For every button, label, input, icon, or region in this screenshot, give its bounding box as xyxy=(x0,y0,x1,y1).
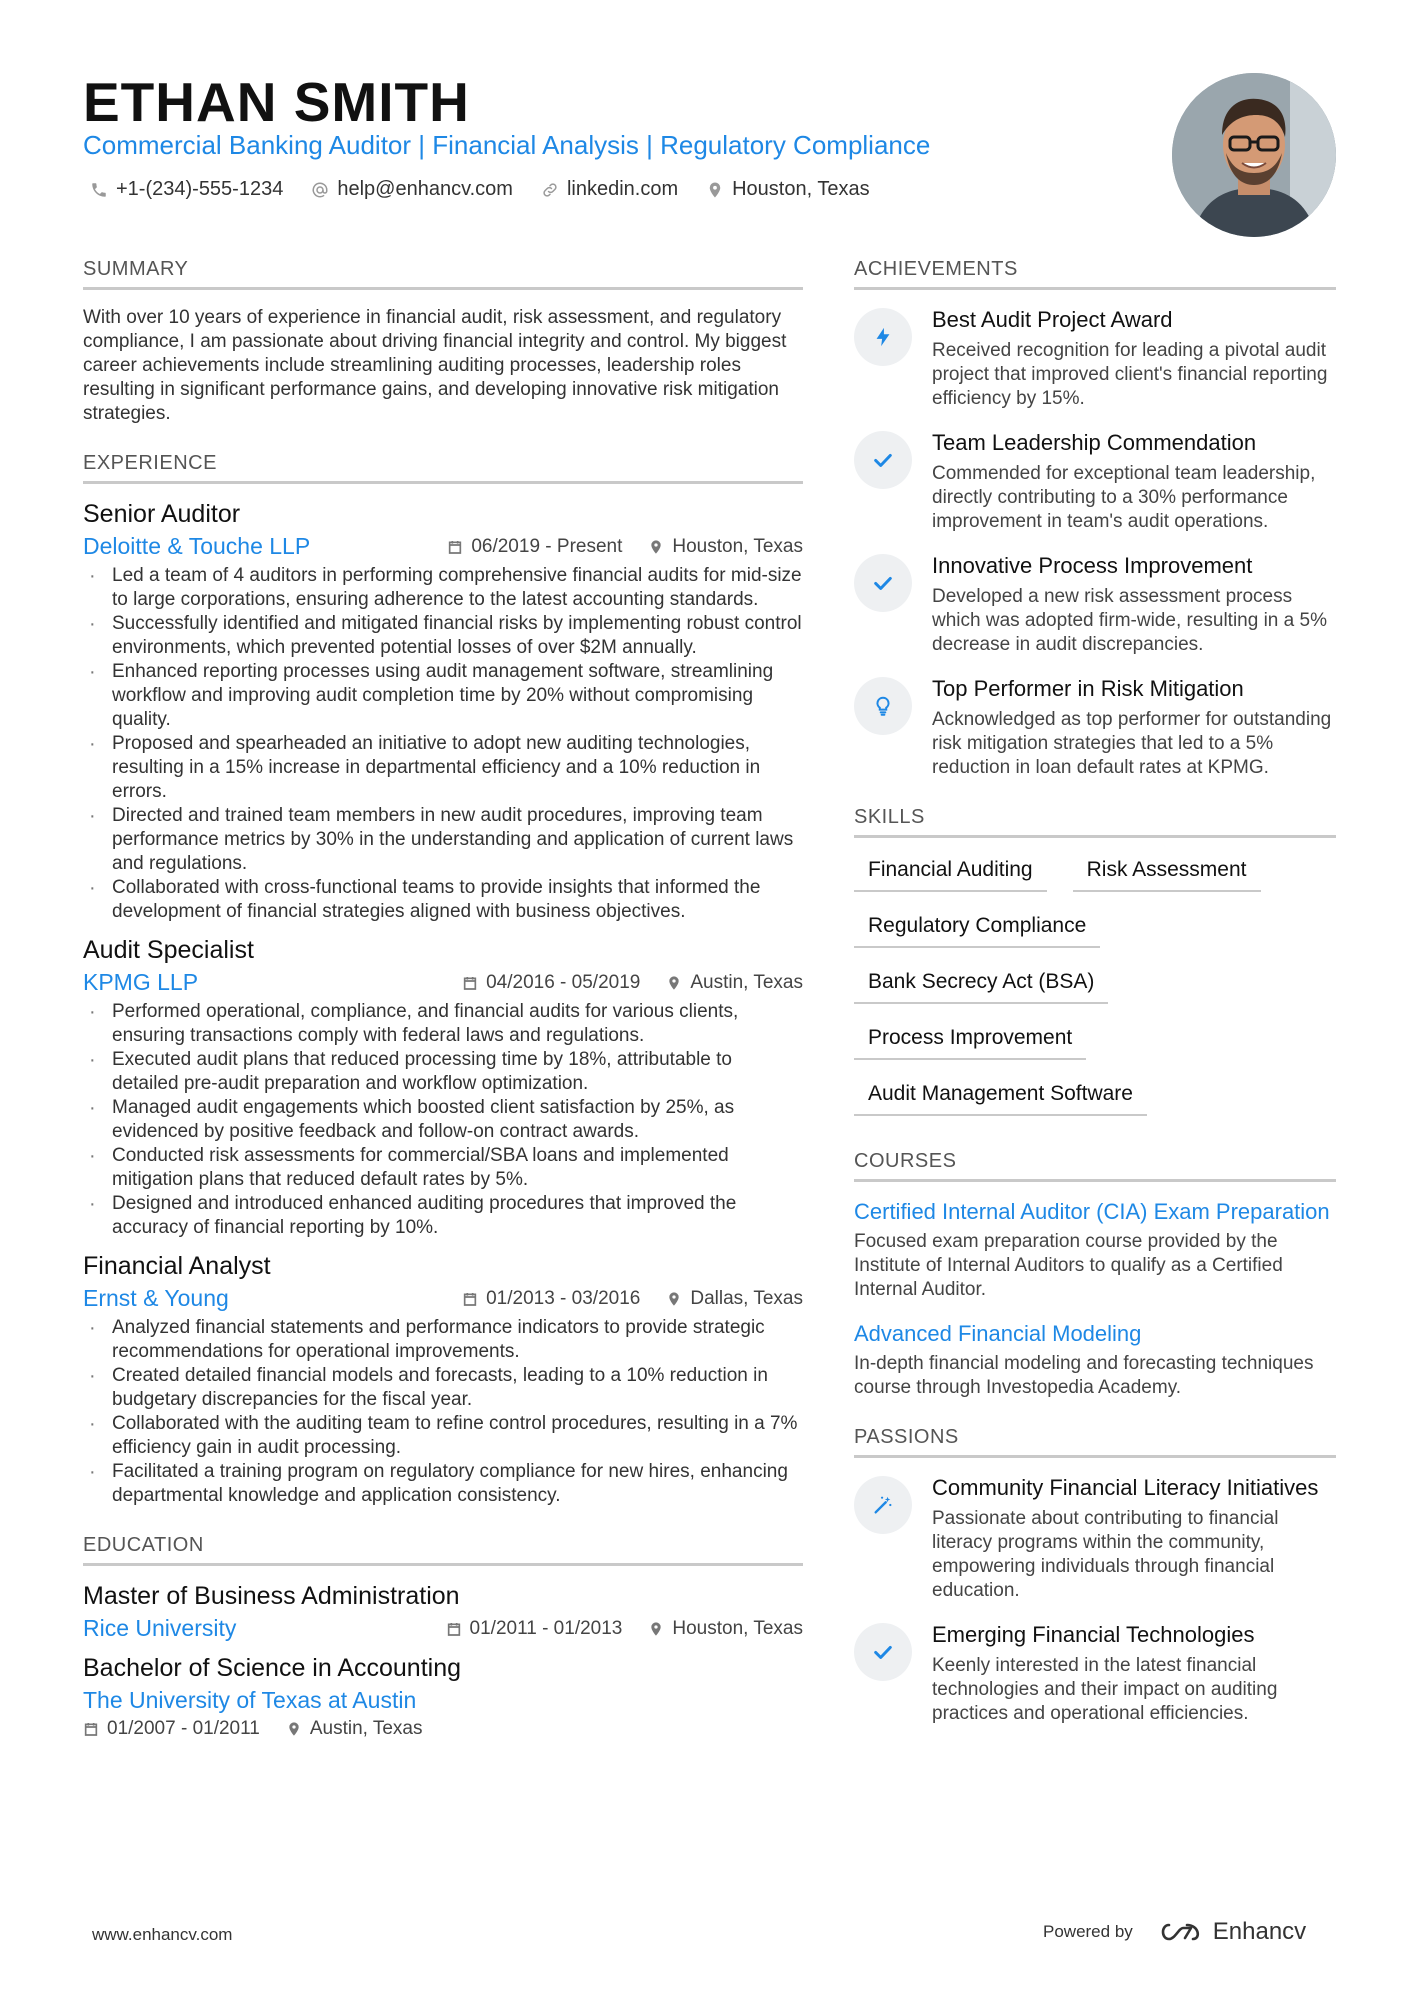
job-location-text: Dallas, Texas xyxy=(690,1287,803,1309)
job-bullet: · Analyzed financial statements and performance indicators to provide strategic recommendations for operational improvements. xyxy=(83,1316,803,1364)
school-name: Rice University xyxy=(83,1615,237,1641)
job-bullet: · Collaborated with the auditing team to refine control procedures, resulting in a 7% efficiency gain in audit processing. xyxy=(83,1412,803,1460)
job-bullet: · Created detailed financial models and forecasts, leading to a 10% reduction in budgetary discrepancies for the fiscal year. xyxy=(83,1364,803,1412)
job-dates xyxy=(447,536,622,558)
education-section xyxy=(83,1534,803,1740)
skills-heading: SKILLS xyxy=(854,806,1336,838)
achievement-item xyxy=(854,429,1336,534)
education-meta xyxy=(83,1718,803,1740)
link-icon xyxy=(541,181,559,199)
job-location-text: Houston, Texas xyxy=(672,535,803,557)
location-pin-icon xyxy=(648,1621,664,1637)
linkedin-text: linkedin.com xyxy=(566,178,679,200)
job-title: Senior Auditor xyxy=(83,500,241,528)
job-bullet: · Proposed and spearheaded an initiative to adopt new auditing technologies, resulting in a 15% increase in departmental efficiency and a 10% reduction in errors. xyxy=(83,732,803,804)
course-item xyxy=(854,1198,1336,1302)
phone-text: +1-(234)-555-1234 xyxy=(116,178,284,200)
contact-location xyxy=(706,178,870,201)
lightbulb-icon xyxy=(854,677,912,735)
passions-section xyxy=(854,1426,1336,1726)
courses-heading: COURSES xyxy=(854,1150,1336,1182)
achievement-item xyxy=(854,675,1336,780)
education-heading: EDUCATION xyxy=(83,1534,803,1566)
location-pin-icon xyxy=(666,975,682,991)
job-bullet: · Designed and introduced enhanced auditing procedures that improved the accuracy of financial reporting by 10%. xyxy=(83,1192,803,1240)
contact-phone[interactable] xyxy=(90,178,283,201)
contact-bar xyxy=(90,178,870,201)
experience-heading: EXPERIENCE xyxy=(83,452,803,484)
achievement-desc: Developed a new risk assessment process which was adopted firm-wide, resulting in a 5% decrease in audit discrepancies. xyxy=(932,586,1327,655)
headline: Commercial Banking Auditor | Financial Analysis | Regulatory Compliance xyxy=(83,130,931,160)
company-name: Ernst & Young xyxy=(83,1285,229,1311)
job-meta xyxy=(83,969,803,996)
job-dates xyxy=(462,972,640,994)
job-bullets xyxy=(83,564,803,924)
degree-title: Bachelor of Science in Accounting xyxy=(83,1654,462,1682)
education-location xyxy=(648,1618,803,1640)
job-entry xyxy=(83,500,803,924)
achievements-heading: ACHIEVEMENTS xyxy=(854,258,1336,290)
course-desc: Focused exam preparation course provided by the Institute of Internal Auditors to qualify as a Certified Internal Auditor. xyxy=(854,1231,1283,1300)
job-dates xyxy=(462,1288,640,1310)
achievement-desc: Received recognition for leading a pivotal audit project that improved client's financial reporting efficiency by 15%. xyxy=(932,340,1328,409)
calendar-icon xyxy=(83,1721,99,1737)
passion-item xyxy=(854,1474,1336,1603)
magic-wand-icon xyxy=(854,1476,912,1534)
job-location xyxy=(648,536,803,558)
degree-title: Master of Business Administration xyxy=(83,1582,460,1610)
avatar xyxy=(1172,73,1336,237)
passion-desc: Passionate about contributing to financial literacy programs within the community, empowering individuals through financial education. xyxy=(932,1508,1279,1601)
achievement-title: Top Performer in Risk Mitigation xyxy=(932,676,1244,701)
skill-tag: Regulatory Compliance xyxy=(854,910,1100,948)
job-bullet: · Managed audit engagements which boosted client satisfaction by 25%, as evidenced by positive feedback and follow-on contract awards. xyxy=(83,1096,803,1144)
job-bullet: · Led a team of 4 auditors in performing comprehensive financial audits for mid-size to large corporations, ensuring adherence to the latest accounting standards. xyxy=(83,564,803,612)
job-bullet: · Facilitated a training program on regulatory compliance for new hires, enhancing departmental knowledge and application consistency. xyxy=(83,1460,803,1508)
calendar-icon xyxy=(446,1621,462,1637)
achievement-desc: Commended for exceptional team leadership, directly contributing to a 30% performance improvement in team's audit operations. xyxy=(932,463,1316,532)
email-text: help@enhancv.com xyxy=(337,178,513,200)
job-bullets xyxy=(83,1000,803,1240)
education-location-text: Houston, Texas xyxy=(672,1617,803,1639)
passion-desc: Keenly interested in the latest financial technologies and their impact on auditing practices and operational efficiencies. xyxy=(932,1655,1278,1724)
passion-item xyxy=(854,1621,1336,1726)
passions-heading: PASSIONS xyxy=(854,1426,1336,1458)
footer-website-link[interactable]: www.enhancv.com xyxy=(92,1925,233,1944)
education-location xyxy=(286,1718,423,1740)
phone-icon xyxy=(90,181,108,199)
achievement-title: Team Leadership Commendation xyxy=(932,430,1257,455)
lightning-icon xyxy=(854,308,912,366)
calendar-icon xyxy=(462,1291,478,1307)
skill-tag: Financial Auditing xyxy=(854,854,1047,892)
job-bullet: · Successfully identified and mitigated financial risks by implementing robust control environments, which prevented potential losses of over $2M annually. xyxy=(83,612,803,660)
courses-section xyxy=(854,1150,1336,1400)
check-icon xyxy=(854,431,912,489)
job-bullet: · Executed audit plans that reduced processing time by 18%, attributable to detailed pre-audit preparation and workflow optimization. xyxy=(83,1048,803,1096)
education-dates xyxy=(446,1618,623,1640)
job-dates-text: 04/2016 - 05/2019 xyxy=(486,971,641,993)
achievement-item xyxy=(854,306,1336,411)
footer-branding xyxy=(1043,1918,1306,1946)
course-title[interactable]: Certified Internal Auditor (CIA) Exam Preparation xyxy=(854,1199,1330,1224)
brand-name: Enhancv xyxy=(1212,1918,1307,1945)
job-bullets xyxy=(83,1316,803,1508)
at-icon xyxy=(311,181,329,199)
education-location-text: Austin, Texas xyxy=(309,1718,423,1739)
skill-tag: Risk Assessment xyxy=(1073,854,1261,892)
check-icon xyxy=(854,554,912,612)
education-dates-text: 01/2011 - 01/2013 xyxy=(469,1617,623,1639)
job-bullet: · Conducted risk assessments for commercial/SBA loans and implemented mitigation plans that reduced default rates by 5%. xyxy=(83,1144,803,1192)
powered-by-text: Powered by xyxy=(1043,1922,1133,1941)
summary-section xyxy=(83,258,803,426)
education-dates-text: 01/2007 - 01/2011 xyxy=(107,1718,260,1739)
summary-heading: SUMMARY xyxy=(83,258,803,290)
skill-tag: Process Improvement xyxy=(854,1022,1086,1060)
education-dates xyxy=(83,1718,260,1740)
contact-email[interactable] xyxy=(311,178,513,201)
job-entry xyxy=(83,936,803,1240)
job-meta-right xyxy=(462,972,803,994)
experience-section xyxy=(83,452,803,1508)
achievement-desc: Acknowledged as top performer for outstanding risk mitigation strategies that led to a 5% reduction in loan default rates at KPMG. xyxy=(932,709,1332,778)
location-pin-icon xyxy=(666,1291,682,1307)
job-location xyxy=(666,972,803,994)
achievements-section xyxy=(854,258,1336,780)
check-icon xyxy=(854,1623,912,1681)
left-column xyxy=(83,258,803,1766)
skills-list xyxy=(854,854,1336,1116)
job-entry xyxy=(83,1252,803,1508)
company-name: KPMG LLP xyxy=(83,969,199,995)
course-item xyxy=(854,1320,1336,1400)
skill-tag: Audit Management Software xyxy=(854,1078,1147,1116)
location-text: Houston, Texas xyxy=(732,178,870,200)
education-meta-right xyxy=(446,1618,803,1640)
job-bullet: · Collaborated with cross-functional teams to provide insights that informed the development of financial strategies aligned with business objectives. xyxy=(83,876,803,924)
job-title: Financial Analyst xyxy=(83,1252,271,1280)
right-column xyxy=(854,258,1336,1752)
passion-title: Community Financial Literacy Initiatives xyxy=(932,1475,1319,1500)
course-title[interactable]: Advanced Financial Modeling xyxy=(854,1321,1142,1346)
contact-linkedin[interactable] xyxy=(541,178,678,201)
education-meta xyxy=(83,1615,803,1642)
calendar-icon xyxy=(462,975,478,991)
location-pin-icon xyxy=(706,181,724,199)
job-dates-text: 06/2019 - Present xyxy=(471,535,623,557)
job-dates-text: 01/2013 - 03/2016 xyxy=(486,1287,641,1309)
infinity-logo-icon xyxy=(1157,1920,1205,1944)
summary-text: With over 10 years of experience in financial audit, risk assessment, and regulatory compliance, I am passionate about driving financial integrity and control. My biggest career achievements include streamlining auditing processes, leadership roles resulting in significant performance gains, and developing innovative risk mitigation strategies. xyxy=(83,307,787,424)
enhancv-logo[interactable] xyxy=(1157,1918,1306,1946)
skill-tag: Bank Secrecy Act (BSA) xyxy=(854,966,1108,1004)
calendar-icon xyxy=(447,539,463,555)
job-meta-right xyxy=(447,536,803,558)
job-location xyxy=(666,1288,803,1310)
course-desc: In-depth financial modeling and forecasting techniques course through Investopedia Academy. xyxy=(854,1353,1314,1398)
achievement-item xyxy=(854,552,1336,657)
achievement-title: Innovative Process Improvement xyxy=(932,553,1253,578)
education-entry xyxy=(83,1654,803,1740)
job-meta-right xyxy=(462,1288,803,1310)
job-bullet: · Enhanced reporting processes using audit management software, streamlining workflow and improving audit completion time by 20% without compromising quality. xyxy=(83,660,803,732)
passion-title: Emerging Financial Technologies xyxy=(932,1622,1255,1647)
job-meta xyxy=(83,1285,803,1312)
job-location-text: Austin, Texas xyxy=(690,971,803,993)
candidate-name: ETHAN SMITH xyxy=(83,71,470,133)
job-bullet: · Performed operational, compliance, and financial audits for various clients, ensuring transactions comply with federal laws and regulations. xyxy=(83,1000,803,1048)
company-name: Deloitte & Touche LLP xyxy=(83,533,311,559)
location-pin-icon xyxy=(286,1721,302,1737)
job-title: Audit Specialist xyxy=(83,936,254,964)
school-name: The University of Texas at Austin xyxy=(83,1687,417,1713)
job-meta xyxy=(83,533,803,560)
skills-section xyxy=(854,806,1336,1116)
job-bullet: · Directed and trained team members in new audit procedures, improving team performance metrics by 30% in the understanding and application of current laws and regulations. xyxy=(83,804,803,876)
education-entry xyxy=(83,1582,803,1642)
achievement-title: Best Audit Project Award xyxy=(932,307,1173,332)
location-pin-icon xyxy=(648,539,664,555)
